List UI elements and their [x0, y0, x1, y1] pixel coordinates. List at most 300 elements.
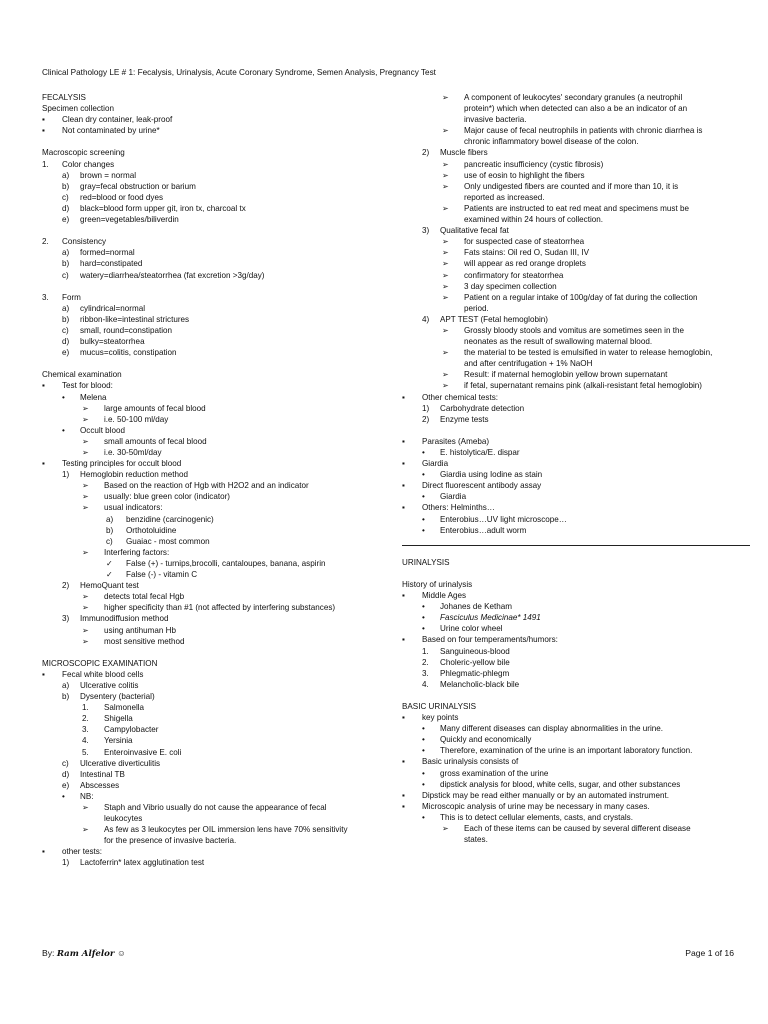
- outline-line: [42, 669, 382, 680]
- line-text: BASIC URINALYSIS: [402, 701, 477, 711]
- list-marker: b): [62, 692, 70, 702]
- list-marker: ▪: [42, 126, 45, 136]
- outline-line: [42, 835, 382, 846]
- line-text: Intestinal TB: [80, 769, 125, 779]
- line-text: dipstick analysis for blood, white cells, sugar, and other substances: [440, 779, 681, 789]
- line-text: and after centrifugation + 1% NaOH: [464, 359, 593, 369]
- line-text: examined within 24 hours of collection.: [464, 215, 604, 225]
- blank-line: [402, 690, 742, 701]
- outline-line: [42, 247, 382, 258]
- list-marker: ➢: [82, 448, 89, 457]
- outline-line: [402, 701, 742, 712]
- outline-line: [402, 657, 742, 668]
- line-text: using antihuman Hb: [104, 625, 176, 635]
- outline-line: [402, 514, 742, 525]
- list-marker: ➢: [442, 181, 449, 191]
- outline-line: [42, 724, 382, 735]
- line-text: Testing principles for occult blood: [62, 459, 182, 469]
- outline-line: [402, 525, 742, 536]
- line-text: Macroscopic screening: [42, 148, 125, 158]
- outline-line: [42, 547, 382, 558]
- line-text: i.e. 50-100 ml/day: [104, 414, 169, 424]
- outline-line: [402, 801, 742, 812]
- outline-line: [402, 258, 742, 269]
- list-marker: ➢: [82, 436, 89, 446]
- line-text: if fetal, supernatant remains pink (alkali-resistant fetal hemoglobin): [464, 381, 702, 391]
- blank-line: [42, 136, 382, 147]
- outline-line: [402, 469, 742, 480]
- list-marker: 1): [62, 858, 70, 868]
- outline-line: [42, 713, 382, 724]
- outline-line: [402, 303, 742, 314]
- line-text: Consistency: [62, 237, 107, 247]
- line-text: URINALYSIS: [402, 557, 450, 567]
- list-marker: ▪: [402, 481, 405, 491]
- outline-line: [402, 590, 742, 601]
- list-marker: ➢: [82, 592, 89, 602]
- list-marker: ➢: [82, 636, 89, 646]
- outline-line: [42, 735, 382, 746]
- list-marker: ✓: [106, 558, 113, 568]
- outline-line: [42, 458, 382, 469]
- line-text: Basic urinalysis consists of: [422, 757, 519, 767]
- list-marker: 3.: [82, 725, 89, 735]
- line-text: Phlegmatic-phlegm: [440, 668, 510, 678]
- list-marker: ▪: [402, 757, 405, 767]
- line-text: Giardia: [422, 459, 449, 469]
- outline-line: [42, 680, 382, 691]
- list-marker: ▪: [402, 713, 405, 723]
- list-marker: c): [62, 325, 69, 335]
- outline-line: [42, 525, 382, 536]
- outline-line: [402, 712, 742, 723]
- line-text: higher specificity than #1 (not affected by interfering substances): [104, 603, 336, 613]
- line-text: Quickly and economically: [440, 735, 532, 745]
- outline-line: [402, 214, 742, 225]
- line-text: Other chemical tests:: [422, 392, 499, 402]
- outline-line: [402, 436, 742, 447]
- line-text: Enzyme tests: [440, 414, 489, 424]
- line-text: Choleric-yellow bile: [440, 657, 510, 667]
- list-marker: ➢: [442, 270, 449, 280]
- line-text: hard=constipated: [80, 259, 143, 269]
- list-marker: d): [62, 203, 70, 213]
- line-text: FECALYSIS: [42, 93, 86, 102]
- list-marker: •: [422, 812, 425, 822]
- list-marker: ➢: [82, 825, 89, 835]
- line-text: Giardia: [440, 492, 467, 502]
- list-marker: •: [422, 525, 425, 535]
- outline-line: [42, 325, 382, 336]
- outline-line: [42, 403, 382, 414]
- list-marker: 4): [422, 314, 430, 324]
- outline-line: [402, 292, 742, 303]
- line-text: other tests:: [62, 847, 103, 857]
- list-marker: •: [422, 470, 425, 480]
- outline-line: [42, 425, 382, 436]
- line-text: Specimen collection: [42, 104, 114, 114]
- by-label: By:: [42, 948, 55, 958]
- outline-line: [402, 236, 742, 247]
- urinalysis-section: [402, 557, 742, 845]
- line-text: ribbon-like=intestinal strictures: [80, 314, 190, 324]
- line-text: i.e. 30-50ml/day: [104, 448, 162, 457]
- outline-line: [402, 225, 742, 236]
- list-marker: e): [62, 348, 70, 358]
- line-text: Melancholic-black bile: [440, 679, 520, 689]
- outline-line: [42, 824, 382, 835]
- line-text: key points: [422, 713, 459, 723]
- list-marker: •: [62, 791, 65, 801]
- outline-line: [402, 623, 742, 634]
- outline-line: [42, 780, 382, 791]
- line-text: the material to be tested is emulsified in water to release hemoglobin,: [464, 348, 713, 358]
- outline-line: [42, 813, 382, 824]
- outline-line: [42, 436, 382, 447]
- outline-line: [42, 270, 382, 281]
- blank-line: [402, 568, 742, 579]
- outline-line: [42, 314, 382, 325]
- line-text: bulky=steatorrhea: [80, 337, 145, 347]
- outline-line: [402, 125, 742, 136]
- list-marker: •: [422, 448, 425, 457]
- list-marker: ✓: [106, 570, 113, 580]
- line-text: watery=diarrhea/steatorrhea (fat excretion >3g/day): [80, 270, 265, 280]
- line-text: Based on four temperaments/humors:: [422, 635, 558, 645]
- outline-line: [42, 491, 382, 502]
- outline-line: [42, 636, 382, 647]
- outline-line: [42, 192, 382, 203]
- line-text: use of eosin to highlight the fibers: [464, 170, 585, 180]
- outline-line: [42, 558, 382, 569]
- list-marker: c): [62, 758, 69, 768]
- outline-line: [402, 790, 742, 801]
- section-divider: [402, 545, 750, 546]
- outline-line: [402, 147, 742, 158]
- line-text: False (-) - vitamin C: [126, 570, 198, 580]
- list-marker: 1): [62, 470, 70, 480]
- outline-line: [402, 270, 742, 281]
- list-marker: 1): [422, 403, 430, 413]
- line-text: This is to detect cellular elements, casts, and crystals.: [440, 812, 633, 822]
- line-text: small, round=constipation: [80, 325, 173, 335]
- list-marker: •: [422, 724, 425, 734]
- outline-line: [42, 769, 382, 780]
- outline-line: [402, 668, 742, 679]
- outline-line: [42, 347, 382, 358]
- outline-line: [42, 580, 382, 591]
- line-text: Major cause of fecal neutrophils in patients with chronic diarrhea is: [464, 126, 703, 136]
- outline-line: [402, 812, 742, 823]
- left-column: [42, 92, 382, 869]
- list-marker: b): [62, 181, 70, 191]
- blank-line: [402, 425, 742, 436]
- list-marker: d): [62, 769, 70, 779]
- outline-line: [42, 414, 382, 425]
- line-text: chronic inflammatory bowel disease of the colon.: [464, 137, 639, 147]
- line-text: usual indicators:: [104, 503, 163, 513]
- list-marker: •: [422, 624, 425, 634]
- outline-line: [402, 679, 742, 690]
- outline-line: [402, 502, 742, 513]
- outline-line: [42, 336, 382, 347]
- list-marker: ▪: [402, 436, 405, 446]
- outline-line: [42, 92, 382, 103]
- page-number: Page 1 of 16: [685, 948, 734, 958]
- list-marker: ➢: [82, 803, 89, 812]
- list-marker: ▪: [42, 115, 45, 125]
- outline-line: [42, 170, 382, 181]
- line-text: usually: blue green color (indicator): [104, 492, 230, 502]
- list-marker: ➢: [442, 292, 449, 302]
- outline-line: [402, 612, 742, 623]
- line-text: small amounts of fecal blood: [104, 436, 207, 446]
- outline-line: [42, 846, 382, 857]
- line-text: leukocytes: [104, 814, 143, 824]
- list-marker: ➢: [442, 248, 449, 258]
- line-text: Campylobacter: [104, 725, 159, 735]
- list-marker: c): [62, 270, 69, 280]
- outline-line: [402, 114, 742, 125]
- outline-line: [42, 658, 382, 669]
- outline-line: [402, 745, 742, 756]
- line-text: Result: if maternal hemoglobin yellow brown supernatant: [464, 370, 668, 380]
- outline-line: [402, 756, 742, 767]
- outline-line: [42, 369, 382, 380]
- outline-line: [42, 514, 382, 525]
- line-text: Ulcerative diverticulitis: [80, 758, 161, 768]
- line-text: Shigella: [104, 714, 133, 724]
- outline-line: [402, 392, 742, 403]
- line-text: Orthotoluidine: [126, 525, 177, 535]
- list-marker: ▪: [402, 801, 405, 811]
- line-text: Johanes de Ketham: [440, 602, 512, 612]
- list-marker: ➢: [442, 93, 449, 102]
- author-credit: [42, 948, 126, 959]
- line-text: period.: [464, 303, 489, 313]
- line-text: formed=normal: [80, 248, 135, 258]
- outline-line: [402, 823, 742, 834]
- list-marker: •: [422, 779, 425, 789]
- author-signature: Ram Alfelor: [56, 949, 115, 959]
- line-text: most sensitive method: [104, 636, 185, 646]
- list-marker: ➢: [442, 259, 449, 269]
- list-marker: ▪: [402, 790, 405, 800]
- line-text: Enteroinvasive E. coli: [104, 747, 182, 757]
- list-marker: ▪: [402, 591, 405, 601]
- line-text: Occult blood: [80, 425, 125, 435]
- outline-line: [402, 314, 742, 325]
- line-text: detects total fecal Hgb: [104, 592, 185, 602]
- list-marker: 2): [422, 148, 430, 158]
- list-marker: ▪: [402, 635, 405, 645]
- line-text: Enterobius…UV light microscope…: [440, 514, 567, 524]
- list-marker: a): [106, 514, 114, 524]
- list-marker: 4.: [82, 736, 89, 746]
- outline-line: [42, 602, 382, 613]
- line-text: confirmatory for steatorrhea: [464, 270, 564, 280]
- outline-line: [42, 181, 382, 192]
- outline-line: [42, 691, 382, 702]
- outline-line: [402, 192, 742, 203]
- outline-line: [42, 747, 382, 758]
- list-marker: ▪: [42, 381, 45, 391]
- line-text: large amounts of fecal blood: [104, 403, 206, 413]
- line-text: Direct fluorescent antibody assay: [422, 481, 542, 491]
- outline-line: [42, 480, 382, 491]
- outline-line: [402, 634, 742, 645]
- list-marker: a): [62, 680, 70, 690]
- outline-line: [402, 414, 742, 425]
- outline-line: [42, 591, 382, 602]
- line-text: Melena: [80, 392, 107, 402]
- list-marker: •: [422, 514, 425, 524]
- line-text: Each of these items can be caused by several different disease: [464, 824, 691, 833]
- outline-line: [42, 147, 382, 158]
- outline-line: [402, 170, 742, 181]
- list-marker: •: [422, 613, 425, 623]
- outline-line: [402, 779, 742, 790]
- line-text: Not contaminated by urine*: [62, 126, 160, 136]
- line-text: Dysentery (bacterial): [80, 692, 155, 702]
- outline-line: [402, 447, 742, 458]
- line-text: cylindrical=normal: [80, 303, 145, 313]
- list-marker: 1.: [42, 159, 49, 169]
- list-marker: c): [62, 192, 69, 202]
- line-text: reported as increased.: [464, 192, 545, 202]
- list-marker: ➢: [442, 126, 449, 136]
- list-marker: •: [422, 602, 425, 612]
- list-marker: ➢: [82, 492, 89, 502]
- list-marker: 2.: [82, 714, 89, 724]
- line-text: Test for blood:: [62, 381, 113, 391]
- outline-line: [402, 136, 742, 147]
- list-marker: ▪: [402, 459, 405, 469]
- list-marker: 3.: [422, 668, 429, 678]
- line-text: protein*) which when detected can also a be an indicator of an: [464, 104, 688, 114]
- line-text: Middle Ages: [422, 591, 467, 601]
- line-text: Others: Helminths…: [422, 503, 495, 513]
- line-text: History of urinalysis: [402, 579, 473, 589]
- outline-line: [42, 758, 382, 769]
- line-text: 3 day specimen collection: [464, 281, 557, 291]
- list-marker: ➢: [82, 481, 89, 491]
- list-marker: b): [106, 525, 114, 535]
- line-text: Interfering factors:: [104, 547, 170, 557]
- outline-line: [402, 103, 742, 114]
- line-text: Parasites (Ameba): [422, 436, 490, 446]
- list-marker: ➢: [442, 159, 449, 169]
- right-column: [402, 92, 742, 845]
- line-text: Clean dry container, leak-proof: [62, 115, 173, 125]
- line-text: Enterobius…adult worm: [440, 525, 527, 535]
- line-text: Form: [62, 292, 81, 302]
- line-text: Microscopic analysis of urine may be necessary in many cases.: [422, 801, 650, 811]
- outline-line: [42, 103, 382, 114]
- list-marker: 1.: [82, 703, 89, 713]
- line-text: Fasciculus Medicinae* 1491: [440, 613, 541, 623]
- line-text: APT TEST (Fetal hemoglobin): [440, 314, 548, 324]
- line-text: red=blood or food dyes: [80, 192, 164, 202]
- line-text: NB:: [80, 791, 94, 801]
- line-text: gross examination of the urine: [440, 768, 549, 778]
- outline-line: [42, 114, 382, 125]
- outline-line: [402, 601, 742, 612]
- line-text: Fecal white blood cells: [62, 669, 144, 679]
- outline-line: [42, 613, 382, 624]
- list-marker: 3): [62, 614, 70, 624]
- line-text: states.: [464, 835, 488, 845]
- outline-line: [402, 92, 742, 103]
- outline-line: [402, 369, 742, 380]
- line-text: Abscesses: [80, 780, 120, 790]
- list-marker: •: [62, 392, 65, 402]
- line-text: Patient on a regular intake of 100g/day of fat during the collection: [464, 292, 698, 302]
- list-marker: ➢: [82, 403, 89, 413]
- list-marker: ➢: [82, 625, 89, 635]
- line-text: gray=fecal obstruction or barium: [80, 181, 196, 191]
- list-marker: 2): [422, 414, 430, 424]
- outline-line: [42, 392, 382, 403]
- line-text: Guaiac - most common: [126, 536, 210, 546]
- outline-line: [42, 791, 382, 802]
- line-text: As few as 3 leukocytes per OIL immersion lens have 70% sensitivity: [104, 825, 348, 835]
- line-text: neonates as the result of swallowing maternal blood.: [464, 337, 653, 347]
- list-marker: •: [422, 746, 425, 756]
- list-marker: •: [422, 735, 425, 745]
- list-marker: ▪: [402, 503, 405, 513]
- list-marker: ➢: [82, 414, 89, 424]
- line-text: Urine color wheel: [440, 624, 503, 634]
- blank-line: [42, 225, 382, 236]
- list-marker: ➢: [442, 170, 449, 180]
- outline-line: [402, 458, 742, 469]
- list-marker: a): [62, 170, 70, 180]
- list-marker: 4.: [422, 679, 429, 689]
- blank-line: [42, 647, 382, 658]
- line-text: pancreatic insufficiency (cystic fibrosis): [464, 159, 604, 169]
- line-text: MICROSCOPIC EXAMINATION: [42, 658, 158, 668]
- outline-line: [402, 380, 742, 391]
- line-text: will appear as red orange droplets: [464, 259, 586, 269]
- list-marker: ▪: [42, 459, 45, 469]
- list-marker: 1.: [422, 646, 429, 656]
- line-text: E. histolytica/E. dispar: [440, 448, 520, 457]
- outline-line: [402, 579, 742, 590]
- line-text: Hemoglobin reduction method: [80, 470, 188, 480]
- outline-line: [402, 768, 742, 779]
- outline-line: [42, 236, 382, 247]
- line-text: Qualitative fecal fat: [440, 226, 509, 236]
- outline-line: [402, 203, 742, 214]
- line-text: A component of leukocytes' secondary granules (a neutrophil: [464, 93, 683, 102]
- outline-line: [402, 557, 742, 568]
- line-text: benzidine (carcinogenic): [126, 514, 214, 524]
- list-marker: 2.: [42, 237, 49, 247]
- line-text: for suspected case of steatorrhea: [464, 237, 585, 247]
- list-marker: ➢: [442, 824, 449, 833]
- outline-line: [402, 834, 742, 845]
- outline-line: [42, 802, 382, 813]
- outline-line: [402, 734, 742, 745]
- outline-line: [42, 447, 382, 458]
- outline-line: [42, 625, 382, 636]
- line-text: invasive bacteria.: [464, 115, 527, 125]
- line-text: mucus=colitis, constipation: [80, 348, 177, 358]
- line-text: False (+) - turnips,brocolli, cantaloupes, banana, aspirin: [126, 558, 326, 568]
- outline-line: [402, 336, 742, 347]
- list-marker: ➢: [82, 547, 89, 557]
